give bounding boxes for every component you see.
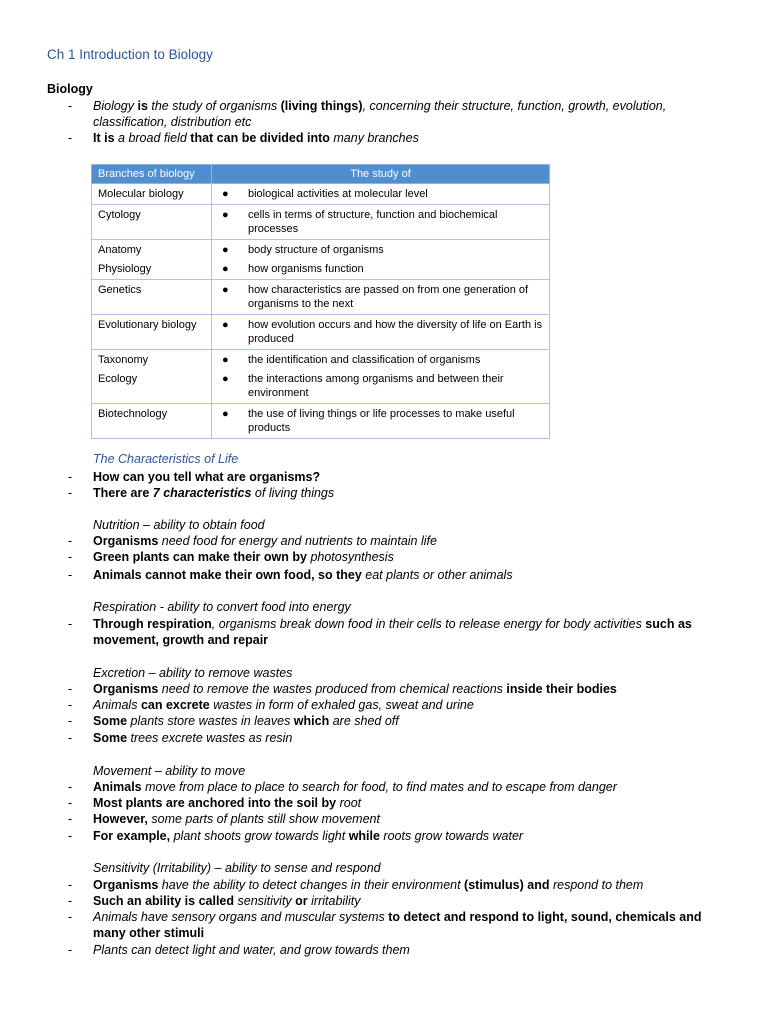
dash-marker: - xyxy=(68,550,73,564)
subheading-nutrition xyxy=(93,517,713,533)
text-span: many other stimuli xyxy=(93,926,205,940)
text-span: However, xyxy=(93,812,152,826)
bullet-icon: ● xyxy=(222,319,229,331)
dash-marker: - xyxy=(68,131,73,145)
dash-marker: - xyxy=(68,780,73,794)
dash-marker: - xyxy=(68,812,73,826)
text-span: that can be divided into xyxy=(186,131,334,145)
text-span: photosynthesis xyxy=(310,550,394,564)
dash-marker: - xyxy=(68,910,73,924)
text-span: The Characteristics of Life xyxy=(93,452,239,466)
bullet-icon: ● xyxy=(222,354,229,366)
text-span: Through respiration xyxy=(93,617,212,631)
list-item xyxy=(68,942,713,958)
page-title: Ch 1 Introduction to Biology xyxy=(47,47,213,62)
list-item-cont xyxy=(93,925,713,941)
dash-marker: - xyxy=(68,682,73,696)
text-span: the identification and classification of organisms xyxy=(248,354,481,366)
dash-marker: - xyxy=(68,796,73,810)
text-span: plants store wastes in leaves xyxy=(130,714,291,728)
dash-marker: - xyxy=(68,534,73,548)
text-span: many branches xyxy=(333,131,419,145)
table-row xyxy=(92,184,550,205)
text-span: Anatomy xyxy=(98,244,142,256)
dash-marker: - xyxy=(68,470,73,484)
text-span: Some xyxy=(93,731,131,745)
bullet-icon: ● xyxy=(222,188,229,200)
table-row xyxy=(92,404,550,439)
text-span: Evolutionary biology xyxy=(92,315,212,350)
text-span: Genetics xyxy=(92,280,212,315)
text-span: , organisms break down food in their cells to release energy for body activities xyxy=(211,617,642,631)
list-item xyxy=(68,877,713,893)
table-row xyxy=(92,280,550,315)
text-span: how organisms function xyxy=(248,263,364,275)
dash-marker: - xyxy=(68,568,73,582)
dash-marker: - xyxy=(68,486,73,500)
text-span: Molecular biology xyxy=(92,184,212,205)
dash-marker: - xyxy=(68,878,73,892)
text-span: For example, xyxy=(93,829,174,843)
list-item xyxy=(68,485,713,501)
text-span: (living things) xyxy=(277,99,363,113)
text-span: have the ability to detect changes in their environment xyxy=(161,878,461,892)
text-span: body structure of organisms xyxy=(248,244,384,256)
text-span: the use of living things or life processes to make useful products xyxy=(248,408,515,434)
text-span: Organisms xyxy=(93,878,162,892)
list-item xyxy=(68,567,713,583)
dash-marker: - xyxy=(68,943,73,957)
text-span: eat plants or other animals xyxy=(365,568,513,582)
dash-marker: - xyxy=(68,698,73,712)
dash-marker: - xyxy=(68,894,73,908)
text-span: are shed off xyxy=(332,714,399,728)
text-span: Animals have sensory organs and muscular systems xyxy=(93,910,385,924)
text-span: Some xyxy=(93,714,131,728)
text-span: or xyxy=(291,894,312,908)
text-span: , concerning their structure, function, growth, evolution, xyxy=(362,99,667,113)
text-span: Taxonomy xyxy=(98,354,149,366)
subheading-movement xyxy=(93,763,713,779)
list-item xyxy=(68,811,713,827)
text-span: Green plants can make their own by xyxy=(93,550,311,564)
table-row xyxy=(92,240,550,280)
text-span: to detect and respond to light, sound, chemicals and xyxy=(384,910,702,924)
table-row xyxy=(92,315,550,350)
text-span: There are xyxy=(93,486,153,500)
bullet-icon: ● xyxy=(222,284,229,296)
text-span: Animals xyxy=(93,780,146,794)
text-span: need to remove the wastes produced from chemical reactions xyxy=(161,682,503,696)
text-span: Organisms xyxy=(93,682,162,696)
list-item xyxy=(68,893,713,909)
list-item xyxy=(68,549,713,565)
dash-marker: - xyxy=(68,617,73,631)
text-span: wastes in form of exhaled gas, sweat and urine xyxy=(213,698,474,712)
list-item xyxy=(68,469,713,485)
text-span: cells in terms of structure, function and biochemical processes xyxy=(248,209,498,235)
text-span: How can you tell what are organisms? xyxy=(93,470,321,484)
text-span: trees excrete wastes as resin xyxy=(130,731,293,745)
text-span: movement, growth and repair xyxy=(93,633,269,647)
text-span: while xyxy=(345,829,384,843)
table-header-row xyxy=(92,165,550,184)
text-span: root xyxy=(339,796,362,810)
list-item xyxy=(68,779,713,795)
intro-line-1-cont xyxy=(93,114,713,130)
text-span: a broad field xyxy=(118,131,187,145)
text-span: Animals cannot make their own food, so they xyxy=(93,568,366,582)
list-item xyxy=(68,616,713,632)
branches-table xyxy=(91,164,550,439)
text-span: is xyxy=(134,99,152,113)
text-span: Sensitivity (Irritability) – ability to sense and respond xyxy=(93,861,381,875)
subheading-respiration xyxy=(93,599,713,615)
text-span: Nutrition – ability to obtain food xyxy=(93,518,265,532)
subheading-sensitivity xyxy=(93,860,713,876)
text-span: biological activities at molecular level xyxy=(248,188,428,200)
text-span: some parts of plants still show movement xyxy=(151,812,380,826)
text-span: inside their bodies xyxy=(502,682,617,696)
dash-marker: - xyxy=(68,714,73,728)
text-span: how evolution occurs and how the diversity of life on Earth is produced xyxy=(248,319,543,345)
table-row xyxy=(92,350,550,404)
dash-marker: - xyxy=(68,829,73,843)
bullet-icon: ● xyxy=(222,209,229,221)
bullet-icon: ● xyxy=(222,244,229,256)
text-span: such as xyxy=(641,617,692,631)
list-item xyxy=(68,795,713,811)
text-span: Such an ability is called xyxy=(93,894,238,908)
text-span: Excretion – ability to remove wastes xyxy=(93,666,293,680)
text-span: move from place to place to search for food, to find mates and to escape from danger xyxy=(145,780,617,794)
text-span: roots grow towards water xyxy=(383,829,524,843)
intro-line-1 xyxy=(68,98,713,114)
text-span: need food for energy and nutrients to maintain life xyxy=(161,534,437,548)
text-span: Ecology xyxy=(98,373,138,385)
text-span: how characteristics are passed on from one generation of organisms to the next xyxy=(248,284,529,310)
list-item-cont xyxy=(93,632,713,648)
text-span: Cytology xyxy=(92,205,212,240)
intro-line-2 xyxy=(68,130,713,146)
dash-marker: - xyxy=(68,731,73,745)
table-row xyxy=(92,205,550,240)
list-item xyxy=(68,713,713,729)
text-span: respond to them xyxy=(552,878,644,892)
list-item xyxy=(68,828,713,844)
list-item xyxy=(68,909,713,925)
text-span: the interactions among organisms and between their environment xyxy=(248,373,504,399)
characteristics-heading xyxy=(93,451,713,467)
text-span: plant shoots grow towards light xyxy=(173,829,346,843)
bullet-icon: ● xyxy=(222,263,229,275)
text-span: of living things xyxy=(251,486,335,500)
list-item xyxy=(68,681,713,697)
dash-marker: - xyxy=(68,99,73,113)
text-span: the study of organisms xyxy=(151,99,278,113)
bullet-icon: ● xyxy=(222,373,229,385)
text-span: Movement – ability to move xyxy=(93,764,246,778)
text-span: Most plants are anchored into the soil by xyxy=(93,796,340,810)
text-span: classification, distribution etc xyxy=(93,115,252,129)
text-span: Plants can detect light and water, and grow towards them xyxy=(93,943,410,957)
list-item xyxy=(68,533,713,549)
text-span: It is xyxy=(93,131,119,145)
list-item xyxy=(68,697,713,713)
bullet-icon: ● xyxy=(222,408,229,420)
table-header-branches: Branches of biology xyxy=(92,165,212,184)
text-span: can excrete xyxy=(137,698,214,712)
text-span: Biology xyxy=(93,99,134,113)
text-span: (stimulus) and xyxy=(460,878,553,892)
text-span: Organisms xyxy=(93,534,162,548)
text-span: which xyxy=(290,714,333,728)
text-span: Animals xyxy=(93,698,138,712)
text-span: Respiration - ability to convert food into energy xyxy=(93,600,351,614)
text-span: irritability xyxy=(311,894,361,908)
text-span: 7 characteristics xyxy=(152,486,252,500)
text-span: sensitivity xyxy=(237,894,292,908)
text-span: Physiology xyxy=(98,263,152,275)
section-heading-biology: Biology xyxy=(47,82,93,96)
list-item xyxy=(68,730,713,746)
text-span: Biotechnology xyxy=(92,404,212,439)
table-header-study: The study of xyxy=(212,165,550,184)
subheading-excretion xyxy=(93,665,713,681)
